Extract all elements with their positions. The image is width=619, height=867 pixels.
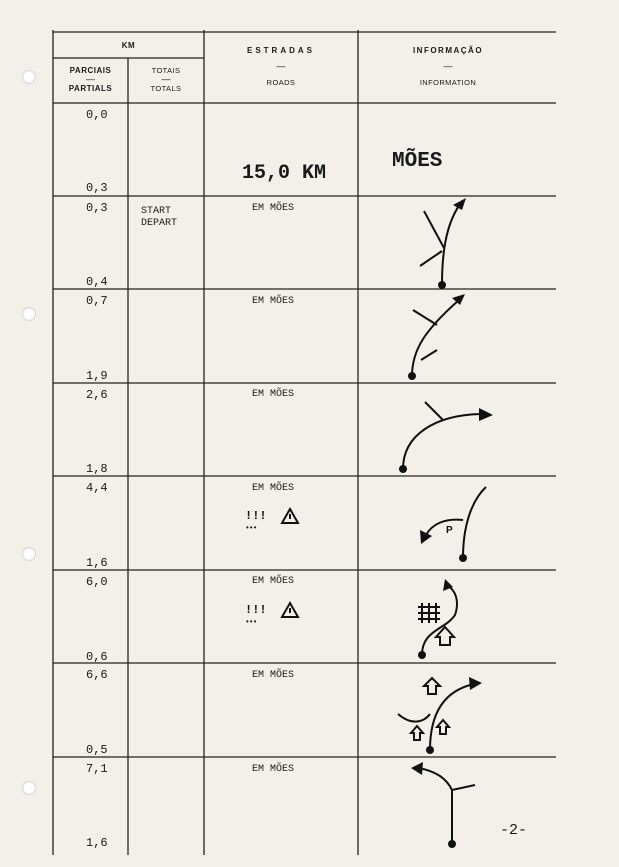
tulip-diagram-icon: [405, 760, 485, 855]
road-text: EM MÕES: [252, 483, 295, 494]
road-text: EM MÕES: [252, 670, 295, 681]
danger-marks: !!!: [245, 603, 267, 617]
total-km: 0,7: [86, 294, 108, 308]
partial-km: 1,8: [86, 462, 108, 476]
total-km: 2,6: [86, 388, 108, 402]
warning-triangle-icon: [280, 507, 300, 525]
estradas-header: ESTRADAS: [246, 46, 315, 55]
partial-km: 1,6: [86, 556, 108, 570]
total-km: 7,1: [86, 762, 108, 776]
km-header: KM: [121, 41, 136, 50]
tulip-diagram-icon: [410, 480, 500, 575]
page-number: -2-: [500, 822, 528, 839]
totais-header: TOTAIS: [151, 66, 181, 75]
end-km: 0,3: [86, 181, 108, 195]
parciais-header: PARCIAIS: [69, 66, 112, 75]
warning-triangle-icon: [280, 601, 300, 619]
partial-km: 0,4: [86, 275, 108, 289]
tulip-diagram-icon: [395, 385, 495, 477]
danger-marks: !!!: [245, 509, 267, 523]
tulip-diagram-icon: [392, 670, 492, 760]
partial-km: 0,5: [86, 743, 108, 757]
tulip-diagram-icon: [405, 575, 485, 665]
road-text: EM MÕES: [252, 203, 295, 214]
informacao-header: INFORMAÇÃO: [412, 46, 484, 55]
depart-note: DEPART: [141, 218, 178, 229]
road-text: EM MÕES: [252, 296, 295, 307]
road-text: EM MÕES: [252, 389, 295, 400]
roads-header: ROADS: [266, 78, 296, 87]
tulip-diagram-icon: [400, 196, 480, 291]
total-km: 6,0: [86, 575, 108, 589]
information-header: INFORMATION: [419, 78, 477, 87]
svg-text:P: P: [446, 525, 453, 536]
total-km: 4,4: [86, 481, 108, 495]
roadbook-page: KM PARCIAIS — PARTIALS TOTAIS — TOTALS ESTRADAS — ROADS INFORMAÇÃO — INFORMATION 0,0 0,3 15,0 KM MÕES 0,3 0,4 START DEPART EM MÕES 0,7 1,9 EM MÕES 2,6 1,8 EM MÕES 4,4 1,6 EM MÕES !!! ••• P 6,0 0,6 EM MÕES !!! ••• 6,6 0,5 EM MÕES 7,1 1,6 EM MÕES -2-: [0, 0, 619, 867]
road-text: EM MÕES: [252, 576, 295, 587]
stage-place: MÕES: [392, 150, 443, 173]
total-km: 0,3: [86, 201, 108, 215]
start-note: START: [141, 206, 172, 217]
totals-header: TOTALS: [150, 84, 182, 93]
road-text: EM MÕES: [252, 764, 295, 775]
partial-km: 0,6: [86, 650, 108, 664]
partial-km: 1,6: [86, 836, 108, 850]
stage-distance: 15,0 KM: [242, 162, 327, 185]
partial-km: 1,9: [86, 369, 108, 383]
partials-header: PARTIALS: [68, 84, 113, 93]
total-km: 6,6: [86, 668, 108, 682]
tulip-diagram-icon: [395, 290, 475, 382]
start-km: 0,0: [86, 108, 108, 122]
